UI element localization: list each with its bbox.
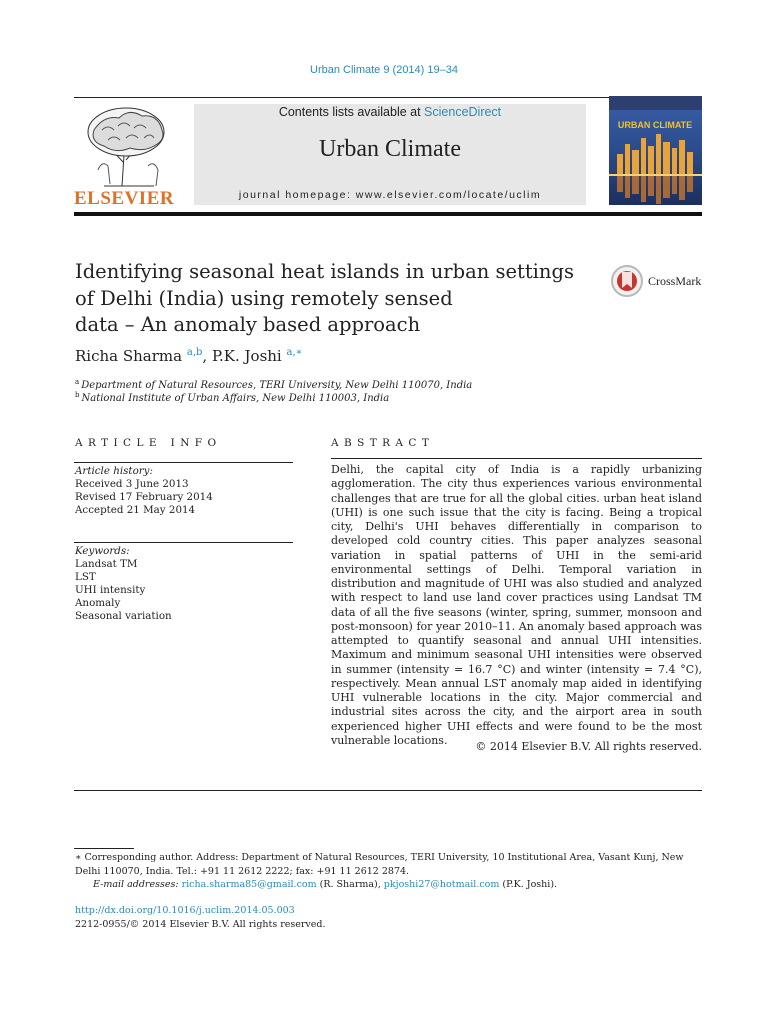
keyword: LST — [75, 571, 96, 583]
corresponding-author-note: ∗ Corresponding author. Address: Department of Natural Resources, TERI University, 10 Institutional Area, Vasant Kunj, New Delhi 110070, India. Tel.: +91 11 2612 2222; fax: +91 11 2612 2874. — [75, 852, 684, 877]
keyword: UHI intensity — [75, 584, 146, 596]
crossmark-label: CrossMark — [648, 274, 702, 288]
footnotes — [75, 851, 705, 892]
sciencedirect-link[interactable]: ScienceDirect — [424, 105, 502, 119]
title-line: data – An anomaly based approach — [75, 313, 421, 336]
cover-skyline-icon — [609, 96, 702, 205]
author-affiliation-marks[interactable]: a,∗ — [286, 347, 303, 358]
footnote-rule — [74, 848, 134, 849]
email-link[interactable]: richa.sharma85@gmail.com — [181, 879, 317, 890]
journal-citation[interactable]: Urban Climate 9 (2014) 19–34 — [310, 64, 458, 76]
author-separator: , — [202, 347, 212, 365]
contents-line — [194, 105, 586, 119]
affiliation-mark: a — [75, 378, 80, 386]
email-label: E-mail addresses: — [93, 879, 182, 890]
keywords-rule — [74, 542, 293, 543]
abstract-heading: ABSTRACT — [331, 437, 435, 449]
title-line: of Delhi (India) using remotely sensed — [75, 286, 453, 310]
email-owner: (P.K. Joshi). — [499, 879, 558, 890]
abstract-text: Delhi, the capital city of India is a rapidly urbanizing agglomeration. The city thus experiences various environmental challenges that are true for all the global cities. urban heat island (UHI) is one such issue that the city is facing. Being a tropical city, Delhi's UHI behaves differentially in comparison to developed cold country cities. This paper analyzes seasonal variation in spatial patterns of UHI in the semi-arid environmental settings of Delhi. Temporal variation in distribution and magnitude of UHI was also studied and analyzed with respect to land use land cover practices using Landsat TM data of all the five seasons (winter, spring, summer, monsoon and post-monsoon) for year 2010–11. An anomaly based approach was attempted to quantify seasonal and annual UHI intensities. Maximum and minimum seasonal UHI intensities were observed in summer (intensity = 16.7 °C) and winter (intensity = 7.4 °C), respectively. Mean annual LST anomaly map aided in identifying UHI vulnerable locations in the city. Major commercial and industrial sites across the city, and the airport area in south experienced higher UHI effects and were found to be the most vulnerable locations. — [331, 463, 702, 747]
title-line: Identifying seasonal heat islands in urban settings — [75, 260, 574, 283]
abstract-copyright: © 2014 Elsevier B.V. All rights reserved. — [475, 740, 702, 753]
author-name[interactable]: P.K. Joshi — [211, 347, 282, 365]
elsevier-logo — [74, 100, 184, 209]
header-bottom-rule — [74, 212, 702, 216]
author-list — [75, 347, 302, 365]
elsevier-tree-icon — [74, 100, 184, 190]
cover-title: URBAN CLIMATE — [617, 120, 693, 130]
author-name[interactable]: Richa Sharma — [75, 347, 183, 365]
history-item: Accepted 21 May 2014 — [75, 504, 196, 516]
crossmark-icon — [610, 264, 644, 298]
affiliation — [75, 378, 472, 391]
issn-line: 2212-0955/© 2014 Elsevier B.V. All rights reserved. — [75, 919, 326, 930]
contents-prefix: Contents lists available at — [278, 105, 425, 119]
email-owner: (R. Sharma), — [316, 879, 384, 890]
frontmatter-bottom-rule — [74, 790, 702, 791]
history-label: Article history: — [75, 465, 153, 477]
keywords-list — [75, 545, 294, 623]
keywords-label: Keywords: — [75, 545, 130, 557]
keyword: Landsat TM — [75, 558, 138, 570]
history-item: Received 3 June 2013 — [75, 478, 189, 490]
keyword: Anomaly — [75, 597, 121, 609]
email-line — [75, 878, 705, 892]
journal-cover-image[interactable] — [609, 96, 702, 205]
article-info-heading: ARTICLE INFO — [75, 437, 222, 449]
journal-banner — [194, 104, 586, 205]
keyword: Seasonal variation — [75, 610, 172, 622]
journal-name: Urban Climate — [319, 136, 461, 162]
header-top-rule — [74, 97, 702, 98]
email-link[interactable]: pkjoshi27@hotmail.com — [383, 879, 500, 890]
affiliation — [75, 391, 389, 404]
affiliation-text: National Institute of Urban Affairs, New Delhi 110003, India — [81, 393, 390, 404]
article-info-rule — [74, 462, 293, 463]
affiliation-text: Department of Natural Resources, TERI University, New Delhi 110070, India — [81, 380, 473, 391]
journal-homepage[interactable]: journal homepage: www.elsevier.com/locate/uclim — [238, 189, 542, 201]
doi-link[interactable]: http://dx.doi.org/10.1016/j.uclim.2014.05.003 — [75, 905, 295, 916]
abstract-rule — [331, 458, 702, 459]
elsevier-wordmark: ELSEVIER — [74, 188, 175, 209]
affiliation-mark: b — [75, 391, 80, 399]
article-title — [75, 259, 595, 339]
article-history — [75, 465, 294, 517]
author-affiliation-marks[interactable]: a,b — [186, 347, 203, 358]
history-item: Revised 17 February 2014 — [75, 491, 213, 503]
crossmark-badge[interactable] — [610, 264, 710, 298]
